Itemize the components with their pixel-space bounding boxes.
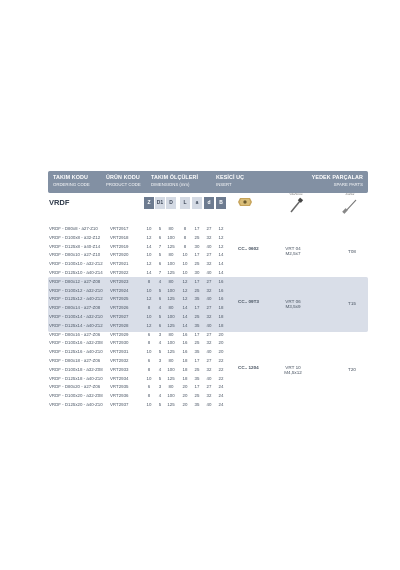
- product-code: VRT2927: [110, 313, 129, 319]
- dimension-value: 18: [218, 322, 224, 328]
- table-body: [48, 225, 368, 410]
- header-dimensions-sub: DIMENSIONS (mm): [151, 182, 190, 187]
- dimension-value: 16: [218, 287, 224, 293]
- product-code: VRT2931: [110, 349, 129, 355]
- torx-key-icon: [341, 197, 359, 215]
- dimension-value: 4: [158, 278, 162, 284]
- dimension-value: 20: [182, 393, 188, 399]
- row-group: [48, 278, 368, 331]
- ordering-code: VRDF - D100x12 - a32-Z10: [49, 287, 103, 293]
- dimension-value: 32: [206, 393, 212, 399]
- dimension-value: 20: [218, 340, 224, 346]
- dimension-value: 12: [182, 296, 188, 302]
- dimension-value: 18: [182, 375, 188, 381]
- header-spare-parts-sub: SPARE PARTS: [333, 182, 363, 187]
- insert-code: CC.. 0602: [238, 245, 259, 251]
- dimension-value: 100: [167, 313, 175, 319]
- dimension-value: 17: [194, 357, 200, 363]
- key-image: [332, 193, 368, 219]
- table-row: [48, 383, 368, 392]
- dimension-value: 10: [146, 226, 152, 231]
- dimension-code-2: D: [166, 197, 176, 209]
- dimension-value: 6: [147, 384, 151, 390]
- screw-code: VRT 10 M4,5x12: [284, 364, 302, 376]
- ordering-code: VRDF - D100x20 - a32-Z08: [49, 393, 103, 399]
- dimension-value: 27: [206, 252, 212, 258]
- dimension-value: 27: [206, 357, 212, 363]
- table-row: [48, 357, 368, 366]
- dimension-value: 14: [218, 261, 224, 267]
- dimension-value: 8: [183, 243, 187, 249]
- dimension-value: 27: [206, 384, 212, 390]
- dimension-value: 10: [182, 269, 188, 275]
- product-code: VRT2918: [110, 234, 129, 240]
- ordering-code: VRDF - D125x10 - a40-Z14: [49, 269, 103, 275]
- dimension-value: 8: [147, 366, 151, 372]
- dimension-value: 100: [167, 393, 175, 399]
- row-group: [48, 225, 368, 278]
- dimension-value: 40: [206, 269, 212, 275]
- dimension-value: 30: [194, 269, 200, 275]
- ordering-code: VRDF - D125x18 - a40-Z10: [49, 375, 103, 381]
- dimension-value: 3: [158, 357, 162, 363]
- header-ordering-code-sub: ORDERING CODE: [53, 182, 90, 187]
- dimension-value: 40: [206, 322, 212, 328]
- table-row: [48, 295, 368, 304]
- dimension-value: 20: [218, 349, 224, 355]
- table-row: [48, 375, 368, 384]
- dimension-value: 12: [146, 322, 152, 328]
- dimension-value: 25: [194, 234, 200, 240]
- insert-code: CC.. 09T3: [238, 298, 259, 304]
- product-code: VRT2924: [110, 287, 129, 293]
- dimension-value: 3: [158, 331, 162, 337]
- ordering-code: VRDF - D125x8 - a40-Z14: [49, 243, 101, 249]
- dimension-value: 5: [158, 375, 162, 381]
- dimension-value: 17: [194, 226, 200, 231]
- dimension-value: 40: [206, 401, 212, 407]
- dimension-value: 25: [194, 261, 200, 267]
- dimension-value: 35: [194, 349, 200, 355]
- dimension-value: 10: [182, 252, 188, 258]
- dimension-value: 18: [182, 366, 188, 372]
- ordering-code: VRDF - D125x20 - a40-Z10: [49, 401, 103, 407]
- dimension-value: 100: [167, 287, 175, 293]
- ordering-code: VRDF - D80x18 - a27-Z06: [49, 357, 101, 363]
- dimension-value: 125: [167, 296, 175, 302]
- header-insert-title: KESİCİ UÇ: [216, 175, 245, 181]
- series-name: VRDF: [49, 198, 70, 207]
- dimension-value: 16: [218, 278, 224, 284]
- dimension-value: 80: [168, 226, 174, 231]
- dimension-value: 80: [168, 278, 174, 284]
- screw-code: VRT 04 M2,5x7: [285, 245, 301, 257]
- dimension-value: 12: [182, 287, 188, 293]
- product-code: VRT2937: [110, 401, 129, 407]
- dimension-value: 16: [182, 349, 188, 355]
- dimension-value: 17: [194, 252, 200, 258]
- product-code: VRT2920: [110, 252, 129, 258]
- product-code: VRT2926: [110, 305, 129, 311]
- ordering-code: VRDF - D100x16 - a32-Z08: [49, 340, 103, 346]
- ordering-code: VRDF - D125x16 - a40-Z10: [49, 349, 103, 355]
- dimension-value: 80: [168, 384, 174, 390]
- dimension-value: 27: [206, 278, 212, 284]
- dimension-value: 40: [206, 296, 212, 302]
- table-row: [48, 322, 368, 331]
- dimension-value: 32: [206, 234, 212, 240]
- dimension-value: 10: [146, 401, 152, 407]
- table-row: [48, 392, 368, 401]
- dimension-value: 5: [158, 252, 162, 258]
- header-ordering-code-title: TAKIM KODU: [53, 175, 89, 181]
- ordering-code: VRDF - D125x14 - a40-Z12: [49, 322, 103, 328]
- dimension-value: 35: [194, 375, 200, 381]
- dimension-value: 22: [218, 357, 224, 363]
- dimension-value: 27: [206, 331, 212, 337]
- ordering-code: VRDF - D80x8 - a27-Z10: [49, 226, 98, 231]
- dimension-value: 4: [158, 366, 162, 372]
- dimension-value: 12: [182, 278, 188, 284]
- dimension-value: 7: [158, 269, 162, 275]
- table-header: [48, 171, 368, 193]
- dimension-value: 7: [158, 243, 162, 249]
- ordering-code: VRDF - D100x18 - a32-Z08: [49, 366, 103, 372]
- insert-code: CC.. 1204: [238, 364, 259, 370]
- header-ordering-code: [53, 175, 90, 188]
- dimension-value: 8: [183, 234, 187, 240]
- dimension-value: 20: [182, 401, 188, 407]
- header-dimensions: [151, 175, 198, 188]
- product-code: VRT2930: [110, 340, 129, 346]
- dimension-value: 14: [182, 313, 188, 319]
- table-row: [48, 401, 368, 410]
- dimension-value: 100: [167, 234, 175, 240]
- dimension-value: 14: [218, 252, 224, 258]
- dimension-value: 12: [146, 296, 152, 302]
- key-image-label: Anahtar: [345, 193, 355, 196]
- ordering-code: VRDF - D80x16 - a27-Z06: [49, 331, 101, 337]
- dimension-value: 10: [146, 375, 152, 381]
- dimension-code-5: d: [204, 197, 214, 209]
- dimension-value: 18: [182, 357, 188, 363]
- product-code: VRT2919: [110, 243, 129, 249]
- header-product-code: [106, 175, 141, 188]
- dimension-value: 100: [167, 366, 175, 372]
- table-row: [48, 234, 368, 243]
- header-product-code-sub: PRODUCT CODE: [106, 182, 141, 187]
- key-code: T08: [348, 248, 356, 254]
- row-group: [48, 331, 368, 410]
- dimension-value: 14: [218, 269, 224, 275]
- table-row: [48, 225, 368, 234]
- dimension-value: 25: [194, 313, 200, 319]
- dimension-value: 17: [194, 331, 200, 337]
- product-code: VRT2923: [110, 278, 129, 284]
- dimension-value: 80: [168, 305, 174, 311]
- screw-image: [278, 193, 314, 219]
- dimension-value: 32: [206, 340, 212, 346]
- dimension-value: 6: [158, 296, 162, 302]
- dimension-value: 6: [158, 322, 162, 328]
- product-code: VRT2922: [110, 269, 129, 275]
- dimension-value: 12: [146, 261, 152, 267]
- header-dimensions-title: TAKIM ÖLÇÜLERİ: [151, 175, 199, 181]
- dimension-code-0: Z: [144, 197, 154, 209]
- dimension-value: 35: [194, 401, 200, 407]
- dimension-value: 25: [194, 393, 200, 399]
- dimension-value: 4: [158, 305, 162, 311]
- dimension-value: 32: [206, 287, 212, 293]
- ordering-code: VRDF - D125x12 - a40-Z12: [49, 296, 103, 302]
- dimension-value: 24: [218, 384, 224, 390]
- dimension-value: 22: [218, 375, 224, 381]
- dimension-value: 12: [146, 234, 152, 240]
- dimension-value: 100: [167, 340, 175, 346]
- product-code: VRT2933: [110, 366, 129, 372]
- dimension-value: 80: [168, 252, 174, 258]
- header-insert: [216, 175, 244, 188]
- dimension-value: 32: [206, 261, 212, 267]
- dimension-value: 6: [158, 261, 162, 267]
- dimension-value: 10: [146, 349, 152, 355]
- dimension-value: 14: [146, 243, 152, 249]
- product-code: VRT2936: [110, 393, 129, 399]
- dimension-value: 8: [183, 226, 187, 231]
- ordering-code: VRDF - D80x12 - a27-Z08: [49, 278, 101, 284]
- ordering-code: VRDF - D100x14 - a32-Z10: [49, 313, 103, 319]
- dimension-value: 20: [182, 384, 188, 390]
- dimension-value: 25: [194, 287, 200, 293]
- dimension-value: 24: [218, 401, 224, 407]
- dimension-value: 5: [158, 401, 162, 407]
- dimension-value: 14: [146, 269, 152, 275]
- dimension-value: 22: [218, 366, 224, 372]
- dimension-value: 18: [218, 313, 224, 319]
- dimension-value: 4: [158, 340, 162, 346]
- dimension-value: 125: [167, 322, 175, 328]
- dimension-value: 17: [194, 305, 200, 311]
- dimension-value: 40: [206, 375, 212, 381]
- dimension-value: 5: [158, 287, 162, 293]
- dimension-value: 125: [167, 375, 175, 381]
- dimension-value: 35: [194, 322, 200, 328]
- ordering-code: VRDF - D80x10 - a27-Z10: [49, 252, 101, 258]
- dimension-value: 8: [147, 305, 151, 311]
- table-row: [48, 260, 368, 269]
- dimension-value: 32: [206, 366, 212, 372]
- dimension-value: 16: [182, 340, 188, 346]
- dimension-value: 3: [158, 384, 162, 390]
- dimension-value: 8: [147, 340, 151, 346]
- dimension-value: 30: [194, 243, 200, 249]
- ordering-code: VRDF - D80x20 - a27-Z06: [49, 384, 101, 390]
- dimension-value: 5: [158, 349, 162, 355]
- table-row: [48, 243, 368, 252]
- dimension-value: 14: [182, 322, 188, 328]
- dimension-value: 5: [158, 313, 162, 319]
- dimension-value: 14: [182, 305, 188, 311]
- dimension-code-4: a: [192, 197, 202, 209]
- dimension-value: 6: [147, 331, 151, 337]
- dimension-value: 8: [147, 393, 151, 399]
- key-code: T15: [348, 301, 356, 307]
- key-code: T20: [348, 367, 356, 373]
- dimension-value: 25: [194, 340, 200, 346]
- table-row: [48, 366, 368, 375]
- dimension-value: 40: [206, 349, 212, 355]
- header-spare-parts-title: YEDEK PARÇALAR: [311, 175, 363, 181]
- dimension-value: 10: [146, 313, 152, 319]
- dimension-code-1: D1: [155, 197, 165, 209]
- dimension-value: 125: [167, 349, 175, 355]
- screw-code: VRT 06 M3,5x9: [285, 298, 301, 310]
- product-table: [48, 171, 368, 410]
- dimension-value: 6: [158, 234, 162, 240]
- dimension-value: 25: [194, 366, 200, 372]
- dimension-value: 125: [167, 269, 175, 275]
- table-row: [48, 287, 368, 296]
- table-row: [48, 339, 368, 348]
- header-insert-sub: INSERT: [216, 182, 232, 187]
- screw-image-label: Vida/Screw: [289, 193, 303, 196]
- ordering-code: VRDF - D100x10 - a32-Z12: [49, 261, 103, 267]
- ordering-code: VRDF - D100x8 - a32-Z12: [49, 234, 101, 240]
- dimension-value: 10: [146, 287, 152, 293]
- screw-icon: [287, 197, 305, 215]
- dimension-value: 80: [168, 357, 174, 363]
- dimension-value: 27: [206, 226, 212, 231]
- dimension-value: 4: [158, 393, 162, 399]
- header-spare-parts: [312, 175, 363, 188]
- dimension-value: 32: [206, 313, 212, 319]
- dimension-value: 12: [218, 243, 224, 249]
- ordering-code: VRDF - D80x14 - a27-Z08: [49, 305, 101, 311]
- dimension-value: 12: [218, 226, 224, 231]
- table-row: [48, 304, 368, 313]
- dimension-value: 17: [194, 278, 200, 284]
- table-row: [48, 313, 368, 322]
- table-row: [48, 348, 368, 357]
- table-row: [48, 331, 368, 340]
- insert-image: [238, 197, 254, 207]
- dimension-value: 10: [146, 252, 152, 258]
- dimension-value: 8: [147, 278, 151, 284]
- dimension-value: 16: [182, 331, 188, 337]
- product-code: VRT2932: [110, 357, 129, 363]
- dimension-value: 12: [218, 234, 224, 240]
- dimension-value: 16: [218, 296, 224, 302]
- dimension-value: 5: [158, 226, 162, 231]
- dimension-value: 125: [167, 243, 175, 249]
- dimension-value: 17: [194, 384, 200, 390]
- dimension-value: 6: [147, 357, 151, 363]
- dimension-value: 24: [218, 393, 224, 399]
- product-code: VRT2917: [110, 226, 129, 231]
- product-code: VRT2921: [110, 261, 129, 267]
- product-code: VRT2934: [110, 375, 129, 381]
- dimension-code-6: B: [216, 197, 226, 209]
- dimension-value: 80: [168, 331, 174, 337]
- dimension-value: 100: [167, 261, 175, 267]
- dimension-value: 27: [206, 305, 212, 311]
- dimension-value: 125: [167, 401, 175, 407]
- header-product-code-title: ÜRÜN KODU: [106, 175, 140, 181]
- dimension-value: 40: [206, 243, 212, 249]
- product-code: VRT2928: [110, 322, 129, 328]
- dimension-value: 10: [182, 261, 188, 267]
- dimension-value: 35: [194, 296, 200, 302]
- product-code: VRT2935: [110, 384, 129, 390]
- table-subheader: [48, 193, 368, 225]
- product-code: VRT2929: [110, 331, 129, 337]
- dimension-value: 18: [218, 305, 224, 311]
- dimension-code-3: L: [180, 197, 190, 209]
- product-code: VRT2925: [110, 296, 129, 302]
- table-row: [48, 278, 368, 287]
- dimension-value: 20: [218, 331, 224, 337]
